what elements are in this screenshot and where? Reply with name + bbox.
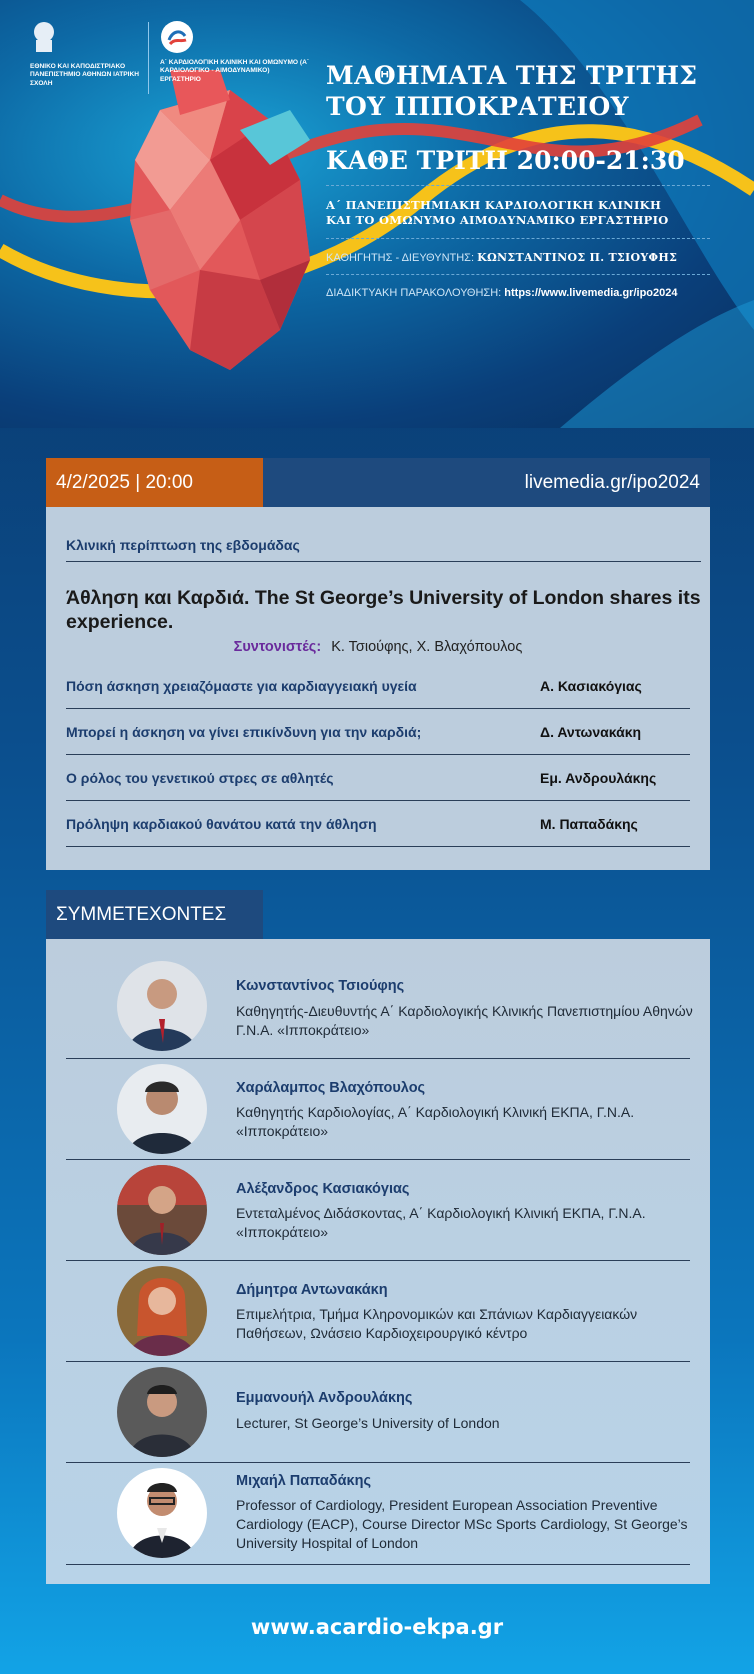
online-line (326, 287, 726, 299)
event-title-line1: ΜΑΘΗΜΑΤΑ ΤΗΣ ΤΡΙΤΗΣ (326, 61, 698, 90)
participant-name: Χαράλαμπος Βλαχόπουλος (236, 1080, 426, 1096)
talk-title: Πόση άσκηση χρειαζόμαστε για καρδιαγγειακή υγεία (66, 678, 417, 694)
participant-name: Αλέξανδρος Κασιακόγιας (236, 1181, 410, 1197)
program-panel (46, 507, 710, 870)
talk-speaker: Δ. Αντωνακάκη (540, 724, 642, 740)
participant-name: Εμμανουήλ Ανδρουλάκης (236, 1390, 413, 1406)
divider (326, 185, 710, 186)
divider (326, 238, 710, 239)
avatar (117, 1468, 207, 1558)
online-url-link[interactable]: https://www.livemedia.gr/ipo2024 (504, 287, 678, 299)
online-label: ΔΙΑΔΙΚΤΥΑΚΗ ΠΑΡΑΚΟΛΟΥΘΗΣΗ: (326, 287, 502, 299)
director-label: ΚΑΘΗΓΗΤΗΣ - ΔΙΕΥΘΥΝΤΗΣ: (326, 252, 475, 264)
participant-name: Μιχαήλ Παπαδάκης (236, 1473, 371, 1489)
avatar (117, 961, 207, 1051)
talk-speaker: Α. Κασιακόγιας (540, 678, 642, 694)
divider (326, 274, 710, 275)
participant-role: Καθηγητής Καρδιολογίας, Α΄ Καρδιολογική Κλινική ΕΚΠΑ, Γ.Ν.Α. «Ιπποκράτειο» (236, 1104, 635, 1139)
director-name: ΚΩΝΣΤΑΝΤΙΝΟΣ Π. ΤΣΙΟΥΦΗΣ (477, 251, 678, 264)
event-title-line2: ΤΟΥ ΙΠΠΟΚΡΑΤΕΙΟΥ (326, 92, 629, 121)
footer-website-link[interactable]: www.acardio-ekpa.gr (250, 1615, 504, 1639)
participant-role: Επιμελήτρια, Τμήμα Κληρονομικών και Σπάνιων Καρδιαγγειακών Παθήσεων, Ωνάσειο Καρδιοχειρουργικό κέντρο (236, 1306, 638, 1341)
participant-role: Εντεταλμένος Διδάσκοντας, Α΄ Καρδιολογική Κλινική ΕΚΠΑ, Γ.Ν.Α. «Ιπποκράτειο» (236, 1205, 646, 1240)
talk-row (66, 709, 690, 755)
participant-name: Δήμητρα Αντωνακάκη (236, 1282, 388, 1298)
participant-card (66, 1160, 690, 1261)
avatar (117, 1165, 207, 1255)
talk-row (66, 755, 690, 801)
participant-role: Professor of Cardiology, President European Association Preventive Cardiology (EACP), Course Director MSc Sports Cardiology, St George’s University Hospital of London (236, 1497, 688, 1551)
schedule: ΚΑΘΕ ΤΡΙΤΗ 20:00-21:30 (326, 146, 685, 175)
university-logo (30, 20, 142, 88)
logo-divider (148, 22, 149, 94)
coordinators (46, 639, 710, 655)
participant-name: Κωνσταντίνος Τσιούφης (236, 978, 405, 994)
participants-panel (46, 939, 710, 1584)
talk-speaker: Εμ. Ανδρουλάκης (540, 770, 657, 786)
talk-speaker: Μ. Παπαδάκης (540, 816, 638, 832)
participant-role: Lecturer, St George’s University of London (236, 1415, 500, 1431)
participant-role: Καθηγητής-Διευθυντής Α΄ Καρδιολογικής Κλινικής Πανεπιστημίου Αθηνών Γ.Ν.Α. «Ιπποκράτειο» (236, 1003, 693, 1038)
director-line (326, 251, 726, 264)
talk-title: Ο ρόλος του γενετικού στρες σε αθλητές (66, 770, 334, 786)
heart-illustration (110, 70, 330, 390)
participant-card (66, 1059, 690, 1160)
session-date-time: 4/2/2025 | 20:00 (46, 458, 263, 507)
avatar (117, 1266, 207, 1356)
talk-title: Μπορεί η άσκηση να γίνει επικίνδυνη για την καρδιά; (66, 724, 422, 740)
participant-card (66, 954, 693, 1059)
avatar (117, 1064, 207, 1154)
clinic-name (326, 198, 726, 228)
talk-list (66, 663, 690, 847)
athena-icon (30, 20, 58, 54)
event-title (326, 60, 726, 122)
participant-card (66, 1261, 690, 1362)
talk-title: Πρόληψη καρδιακού θανάτου κατά την άθληση (66, 816, 377, 832)
coordinators-label: Συντονιστές: (233, 639, 322, 655)
participants-tab: ΣΥΜΜΕΤΕΧΟΝΤΕΣ (46, 890, 263, 939)
coordinators-names: Κ. Τσιούφης, Χ. Βλαχόπουλος (331, 639, 523, 655)
divider (66, 561, 701, 562)
participant-card (66, 1362, 690, 1463)
clinic-logo (160, 20, 310, 84)
avatar (117, 1367, 207, 1457)
header-banner (0, 0, 754, 428)
clinic-logo-text: Α΄ ΚΑΡΔΙΟΛΟΓΙΚΗ ΚΛΙΝΙΚΗ ΚΑΙ ΟΜΩΝΥΜΟ (Α΄ ΚΑΡΔΙΟΛΟΓΙΚΟ - ΑΙΜΟΔΥΝΑΜΙΚΟ) ΕΡΓΑΣΤΗΡΙΟ (160, 59, 310, 83)
university-logo-text: ΕΘΝΙΚΟ ΚΑΙ ΚΑΠΟΔΙΣΤΡΙΑΚΟ ΠΑΝΕΠΙΣΤΗΜΙΟ ΑΘΗΝΩΝ ΙΑΤΡΙΚΗ ΣΧΟΛΗ (30, 63, 140, 87)
livemedia-link[interactable]: livemedia.gr/ipo2024 (263, 458, 710, 507)
title-block (326, 60, 726, 299)
program-tab-row (46, 458, 710, 507)
clinic-line2: ΚΑΙ ΤΟ ΟΜΩΝΥΜΟ ΑΙΜΟΔΥΝΑΜΙΚΟ ΕΡΓΑΣΤΗΡΙΟ (326, 213, 669, 227)
session-title: Άθληση και Καρδιά. The St George’s University of London shares its experience. (66, 587, 701, 633)
talk-row (66, 801, 690, 847)
clinic-line1: Α΄ ΠΑΝΕΠΙΣΤΗΜΙΑΚΗ ΚΑΡΔΙΟΛΟΓΙΚΗ ΚΛΙΝΙΚΗ (326, 198, 662, 212)
participant-card (66, 1463, 690, 1565)
clinic-emblem-icon (160, 20, 194, 54)
section-label: Κλινική περίπτωση της εβδομάδας (66, 537, 300, 553)
talk-row (66, 663, 690, 709)
